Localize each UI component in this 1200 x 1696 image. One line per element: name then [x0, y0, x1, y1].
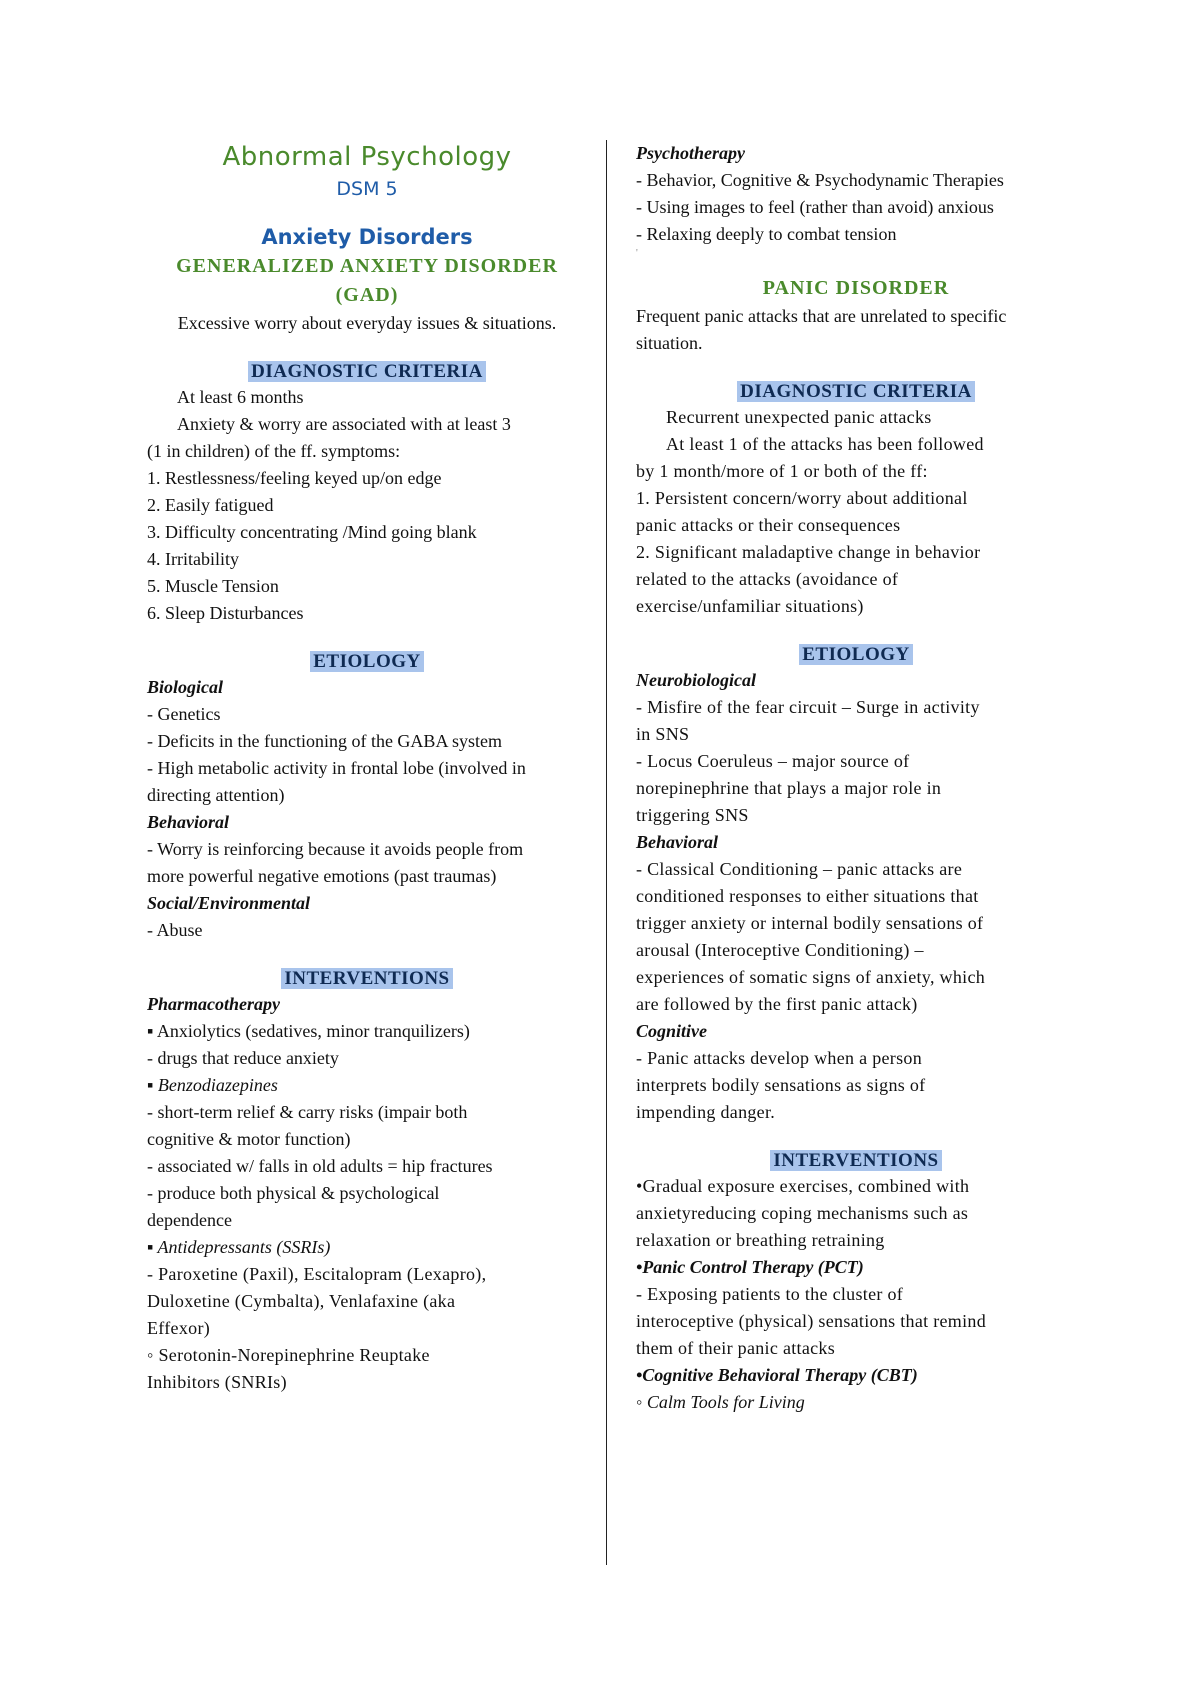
panic-intervention-subheading: •Panic Control Therapy (PCT): [636, 1257, 864, 1277]
gad-symptom: 5. Muscle Tension: [147, 576, 279, 596]
psychotherapy-line: - Relaxing deeply to combat tension: [636, 224, 897, 244]
psychotherapy-line: - Behavior, Cognitive & Psychodynamic Therapies: [636, 170, 1004, 190]
panic-description-line: situation.: [636, 333, 703, 353]
panic-etiology-line: - Locus Coeruleus – major source of: [636, 751, 910, 771]
gad-symptom: 1. Restlessness/feeling keyed up/on edge: [147, 468, 442, 488]
panic-criteria-line: by 1 month/more of 1 or both of the ff:: [636, 461, 928, 481]
panic-intervention-line: - Exposing patients to the cluster of: [636, 1284, 904, 1304]
panic-intervention-subheading: •Cognitive Behavioral Therapy (CBT): [636, 1365, 918, 1385]
panic-etiology-line: - Panic attacks develop when a person: [636, 1048, 923, 1068]
gad-etiology-heading: ETIOLOGY: [310, 651, 423, 672]
panic-etiology-line: triggering SNS: [636, 805, 749, 825]
panic-etiology-subheading: Behavioral: [636, 832, 719, 852]
gad-symptom: 6. Sleep Disturbances: [147, 603, 304, 623]
gad-intervention-line: ▪ Anxiolytics (sedatives, minor tranquilizers): [147, 1021, 470, 1041]
gad-etiology-line: - Genetics: [147, 704, 221, 724]
panic-intervention-line: relaxation or breathing retraining: [636, 1230, 885, 1250]
gad-etiology-line: - Worry is reinforcing because it avoids people from: [147, 839, 524, 859]
panic-intervention-line: •Gradual exposure exercises, combined with: [636, 1176, 970, 1196]
panic-etiology-subheading: Cognitive: [636, 1021, 707, 1041]
panic-criteria-line: 2. Significant maladaptive change in behavior: [636, 542, 981, 562]
section-title: Anxiety Disorders: [261, 225, 473, 249]
panic-title: PANIC DISORDER: [762, 277, 950, 299]
gad-diagnostic-heading: DIAGNOSTIC CRITERIA: [248, 361, 486, 382]
gad-intervention-line: dependence: [147, 1210, 232, 1230]
panic-criteria-line: 1. Persistent concern/worry about additional: [636, 488, 968, 508]
panic-diagnostic-heading: DIAGNOSTIC CRITERIA: [737, 381, 975, 402]
document-subtitle: DSM 5: [336, 178, 398, 200]
panic-etiology-line: trigger anxiety or internal bodily sensations of: [636, 913, 984, 933]
panic-etiology-heading: ETIOLOGY: [799, 644, 912, 665]
panic-criteria-line: exercise/unfamiliar situations): [636, 596, 864, 616]
gad-intervention-line: ◦ Serotonin-Norepinephrine Reuptake: [147, 1345, 430, 1365]
panic-description-line: Frequent panic attacks that are unrelated to specific: [636, 306, 1007, 326]
gad-intervention-subheading: Pharmacotherapy: [147, 994, 280, 1014]
panic-etiology-line: experiences of somatic signs of anxiety, which: [636, 967, 986, 987]
panic-intervention-line: ◦ Calm Tools for Living: [636, 1392, 805, 1412]
gad-etiology-line: more powerful negative emotions (past traumas): [147, 866, 497, 886]
panic-etiology-line: norepinephrine that plays a major role in: [636, 778, 942, 798]
gad-etiology-line: - Abuse: [147, 920, 203, 940]
paragraph-mark: ': [636, 248, 638, 259]
gad-intervention-line: - short-term relief & carry risks (impair both: [147, 1102, 468, 1122]
panic-etiology-line: - Classical Conditioning – panic attacks are: [636, 859, 963, 879]
gad-intervention-line: cognitive & motor function): [147, 1129, 351, 1149]
gad-intervention-line: Duloxetine (Cymbalta), Venlafaxine (aka: [147, 1291, 456, 1311]
gad-title-line2: (GAD): [335, 284, 399, 306]
document-title: Abnormal Psychology: [222, 142, 512, 172]
gad-etiology-subheading: Biological: [147, 677, 223, 697]
gad-etiology-subheading: Behavioral: [147, 812, 230, 832]
gad-description: Excessive worry about everyday issues & situations.: [177, 313, 557, 333]
gad-etiology-subheading: Social/Environmental: [147, 893, 311, 913]
right-column: [636, 140, 1076, 1416]
gad-intervention-line: - associated w/ falls in old adults = hip fractures: [147, 1156, 493, 1176]
panic-etiology-line: arousal (Interoceptive Conditioning) –: [636, 940, 924, 960]
panic-etiology-line: are followed by the first panic attack): [636, 994, 918, 1014]
panic-etiology-line: - Misfire of the fear circuit – Surge in activity: [636, 697, 980, 717]
gad-criteria-line: Anxiety & worry are associated with at least 3: [177, 414, 511, 434]
panic-criteria-line: related to the attacks (avoidance of: [636, 569, 899, 589]
column-divider: [606, 140, 607, 1565]
gad-intervention-line: Inhibitors (SNRIs): [147, 1372, 287, 1392]
psychotherapy-heading: Psychotherapy: [636, 143, 745, 163]
panic-intervention-line: them of their panic attacks: [636, 1338, 836, 1358]
gad-intervention-line: - produce both physical & psychological: [147, 1183, 440, 1203]
panic-intervention-line: anxietyreducing coping mechanisms such as: [636, 1203, 969, 1223]
panic-etiology-line: interprets bodily sensations as signs of: [636, 1075, 926, 1095]
gad-etiology-line: - High metabolic activity in frontal lobe (involved in: [147, 758, 526, 778]
gad-symptom: 3. Difficulty concentrating /Mind going blank: [147, 522, 477, 542]
panic-etiology-line: impending danger.: [636, 1102, 776, 1122]
left-column: [147, 140, 587, 1396]
gad-interventions-heading: INTERVENTIONS: [281, 968, 452, 989]
panic-etiology-subheading: Neurobiological: [636, 670, 756, 690]
gad-symptom: 2. Easily fatigued: [147, 495, 274, 515]
panic-criteria-line: panic attacks or their consequences: [636, 515, 901, 535]
gad-criteria-line: (1 in children) of the ff. symptoms:: [147, 441, 401, 461]
gad-intervention-line: ▪ Antidepressants (SSRIs): [147, 1237, 331, 1257]
psychotherapy-line: - Using images to feel (rather than avoid) anxious: [636, 197, 994, 217]
gad-symptom: 4. Irritability: [147, 549, 239, 569]
gad-intervention-line: - drugs that reduce anxiety: [147, 1048, 339, 1068]
gad-etiology-line: - Deficits in the functioning of the GABA system: [147, 731, 502, 751]
panic-interventions-heading: INTERVENTIONS: [770, 1150, 941, 1171]
gad-criteria-line: At least 6 months: [177, 387, 304, 407]
gad-intervention-line: ▪ Benzodiazepines: [147, 1075, 278, 1095]
panic-etiology-line: in SNS: [636, 724, 690, 744]
gad-title-line1: GENERALIZED ANXIETY DISORDER: [176, 255, 558, 277]
panic-intervention-line: interoceptive (physical) sensations that remind: [636, 1311, 986, 1331]
panic-criteria-line: At least 1 of the attacks has been followed: [666, 434, 984, 454]
gad-intervention-line: Effexor): [147, 1318, 211, 1338]
gad-intervention-line: - Paroxetine (Paxil), Escitalopram (Lexapro),: [147, 1264, 487, 1284]
panic-criteria-line: Recurrent unexpected panic attacks: [666, 407, 932, 427]
panic-etiology-line: conditioned responses to either situations that: [636, 886, 979, 906]
gad-etiology-line: directing attention): [147, 785, 285, 805]
